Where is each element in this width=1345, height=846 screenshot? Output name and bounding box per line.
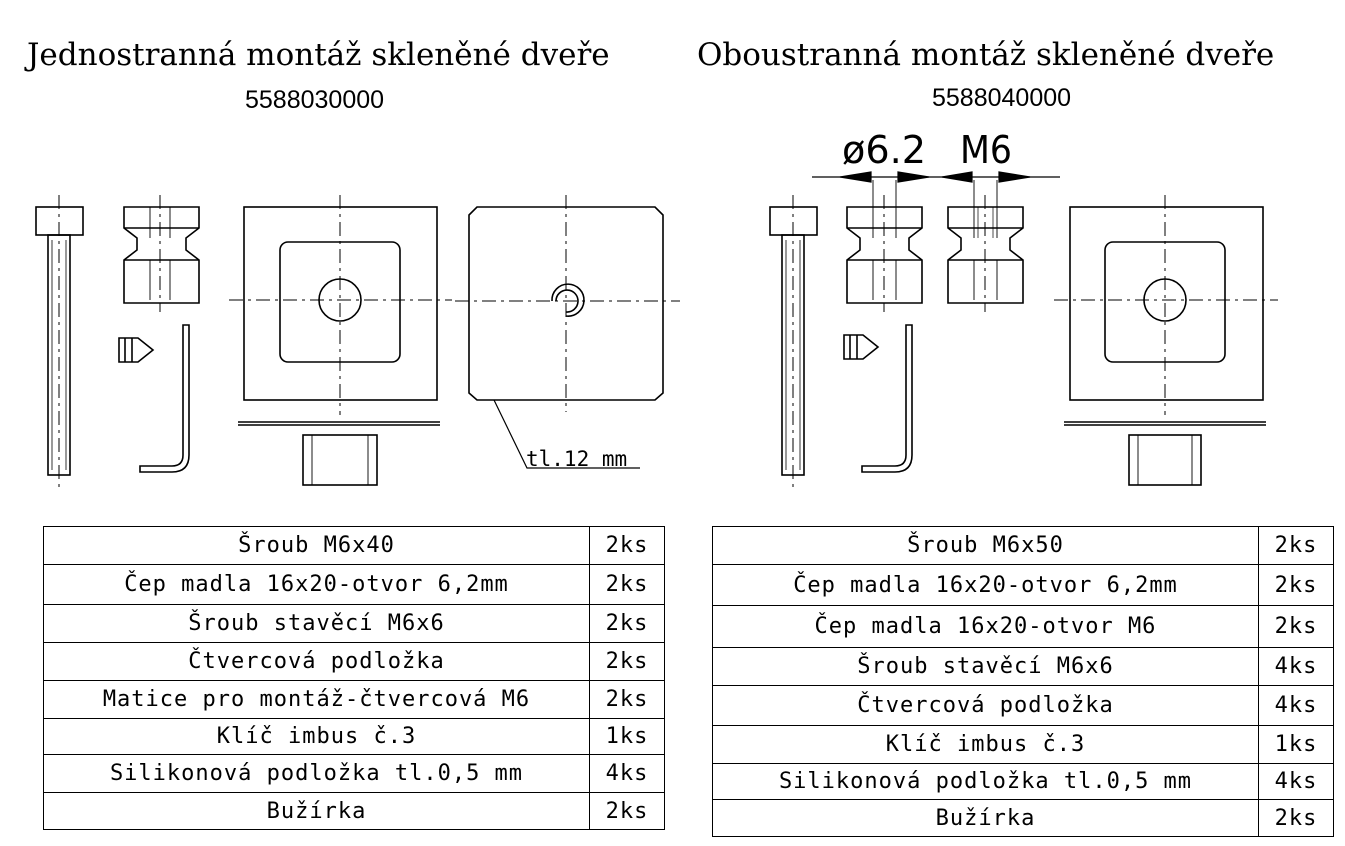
left-setscrew-drawing — [119, 338, 153, 362]
left-code: 5588030000 — [245, 86, 385, 114]
table-row — [713, 606, 1334, 648]
table-row — [44, 719, 665, 755]
item-name: Bužírka — [713, 800, 1259, 837]
left-washer-drawing — [229, 195, 452, 485]
table-row — [713, 565, 1334, 606]
right-pin-thread-drawing — [948, 180, 1023, 312]
diameter-label: ø6.2 — [842, 128, 926, 172]
table-row — [713, 726, 1334, 764]
item-qty: 2ks — [1259, 527, 1334, 565]
table-row — [44, 793, 665, 830]
item-name: Bužírka — [44, 793, 590, 830]
item-name: Klíč imbus č.3 — [44, 719, 590, 755]
item-name: Čep madla 16x20-otvor 6,2mm — [713, 565, 1259, 606]
item-qty: 1ks — [590, 719, 665, 755]
table-row — [713, 527, 1334, 565]
table-row — [44, 605, 665, 643]
right-screw-drawing — [770, 195, 817, 488]
item-qty: 4ks — [1259, 764, 1334, 800]
item-name: Šroub stavěcí M6x6 — [713, 648, 1259, 686]
table-row — [44, 643, 665, 681]
item-qty: 2ks — [590, 605, 665, 643]
right-washer-drawing — [1054, 195, 1278, 485]
item-qty: 4ks — [1259, 686, 1334, 726]
item-name: Silikonová podložka tl.0,5 mm — [44, 755, 590, 793]
right-code: 5588040000 — [932, 84, 1072, 112]
table-row — [44, 527, 665, 565]
left-nut-drawing — [455, 195, 680, 468]
item-name: Čtvercová podložka — [44, 643, 590, 681]
right-allen-key-drawing — [862, 325, 912, 472]
item-qty: 2ks — [590, 527, 665, 565]
item-name: Silikonová podložka tl.0,5 mm — [713, 764, 1259, 800]
item-qty: 4ks — [590, 755, 665, 793]
table-row — [713, 800, 1334, 837]
left-pin-drawing — [124, 195, 199, 312]
right-pin-diameter-drawing — [847, 180, 922, 312]
right-parts-table — [712, 526, 1334, 837]
item-qty: 2ks — [1259, 606, 1334, 648]
item-name: Čtvercová podložka — [713, 686, 1259, 726]
item-name: Šroub stavěcí M6x6 — [44, 605, 590, 643]
item-qty: 2ks — [590, 565, 665, 605]
left-allen-key-drawing — [140, 325, 189, 472]
right-title: Oboustranná montáž skleněné dveře — [697, 37, 1275, 73]
item-qty: 2ks — [1259, 800, 1334, 837]
table-row — [713, 686, 1334, 726]
item-name: Klíč imbus č.3 — [713, 726, 1259, 764]
left-parts-table — [43, 526, 665, 830]
item-name: Čep madla 16x20-otvor M6 — [713, 606, 1259, 648]
table-row — [44, 755, 665, 793]
dimension-lines — [812, 172, 1060, 182]
item-name: Čep madla 16x20-otvor 6,2mm — [44, 565, 590, 605]
item-qty: 4ks — [1259, 648, 1334, 686]
item-qty: 2ks — [590, 643, 665, 681]
left-title: Jednostranná montáž skleněné dveře — [27, 37, 610, 73]
table-row — [713, 648, 1334, 686]
item-name: Šroub M6x40 — [44, 527, 590, 565]
thickness-label: tl.12 mm — [526, 447, 628, 471]
left-screw-drawing — [36, 195, 83, 488]
item-qty: 1ks — [1259, 726, 1334, 764]
table-row — [44, 681, 665, 719]
right-setscrew-drawing — [844, 335, 878, 359]
item-qty: 2ks — [590, 793, 665, 830]
item-qty: 2ks — [590, 681, 665, 719]
table-row — [44, 565, 665, 605]
item-qty: 2ks — [1259, 565, 1334, 606]
table-row — [713, 764, 1334, 800]
item-name: Matice pro montáž-čtvercová M6 — [44, 681, 590, 719]
thread-label: M6 — [960, 128, 1012, 172]
item-name: Šroub M6x50 — [713, 527, 1259, 565]
